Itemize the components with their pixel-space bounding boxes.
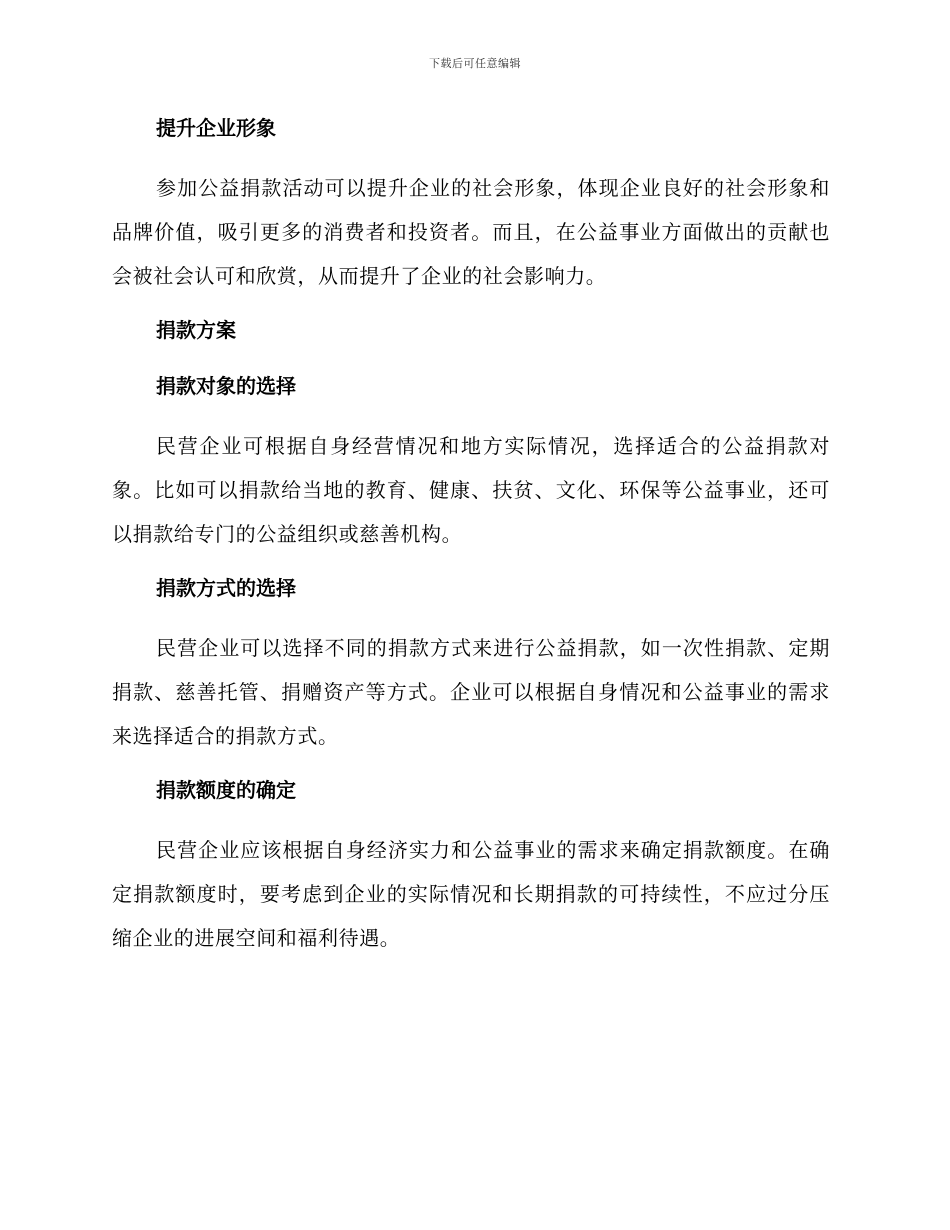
section-heading-donation-amount: 捐款额度的确定 [156, 778, 296, 802]
section-heading-donation-method: 捐款方式的选择 [156, 576, 296, 600]
paragraph-donation-target: 民营企业可根据自身经营情况和地方实际情况，选择适合的公益捐款对象。比如可以捐款给当地的教育、健康、扶贫、文化、环保等公益事业，还可以捐款给专门的公益组织或慈善机构。 [112, 434, 830, 546]
section-heading-donation-plan: 捐款方案 [156, 318, 236, 342]
page-header: 下载后可任意编辑 [429, 57, 521, 70]
document-body [112, 110, 830, 974]
paragraph-enhance-image: 参加公益捐款活动可以提升企业的社会形象，体现企业良好的社会形象和品牌价值，吸引更多的消费者和投资者。而且，在公益事业方面做出的贡献也会被社会认可和欣赏，从而提升了企业的社会影响力。 [112, 176, 830, 288]
section-heading-enhance-image: 提升企业形象 [156, 116, 276, 140]
paragraph-donation-amount: 民营企业应该根据自身经济实力和公益事业的需求来确定捐款额度。在确定捐款额度时，要考虑到企业的实际情况和长期捐款的可持续性，不应过分压缩企业的进展空间和福利待遇。 [112, 838, 830, 950]
paragraph-donation-method: 民营企业可以选择不同的捐款方式来进行公益捐款，如一次性捐款、定期捐款、慈善托管、捐赠资产等方式。企业可以根据自身情况和公益事业的需求来选择适合的捐款方式。 [112, 636, 830, 748]
section-heading-donation-target: 捐款对象的选择 [156, 374, 296, 398]
